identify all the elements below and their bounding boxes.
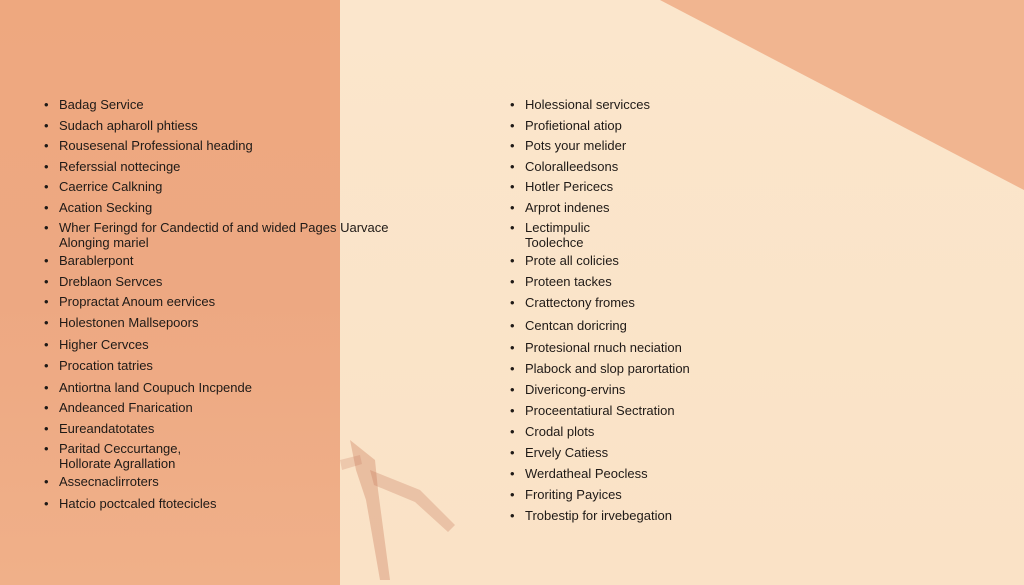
list-item-label: Dreblaon Servces — [59, 274, 163, 289]
list-item — [510, 340, 682, 355]
list-item — [44, 138, 253, 153]
branch-shadow — [330, 430, 470, 585]
list-item-label: Pots your melider — [525, 138, 627, 153]
list-item-label: Antiortna land Coupuch Incpende — [59, 380, 252, 395]
list-item-label: Profietional atiop — [525, 118, 622, 133]
list-item-label: Divericong-ervins — [525, 382, 626, 397]
list-item-label: Plabock and slop parortation — [525, 361, 690, 376]
list-item — [510, 361, 690, 376]
list-item — [44, 294, 215, 309]
list-item-label: Protesional rnuch neciation — [525, 340, 682, 355]
list-item — [44, 253, 133, 268]
list-item-label: Propractat Anoum eervices — [59, 294, 216, 309]
list-item-label: Higher Cervces — [59, 337, 149, 352]
list-item — [510, 274, 612, 289]
list-item — [510, 466, 648, 481]
list-item-label: Badag Service — [59, 97, 144, 112]
list-item — [510, 253, 619, 268]
list-item-label: Arprot indenes — [525, 200, 610, 215]
list-item-label: Proteen tackes — [525, 274, 612, 289]
list-item — [44, 421, 154, 436]
list-item — [44, 474, 159, 489]
list-item — [44, 179, 162, 194]
list-item — [510, 424, 594, 439]
list-item — [510, 138, 626, 153]
list-item-label: Caerrice Calkning — [59, 179, 163, 194]
list-item — [44, 97, 144, 112]
list-item — [44, 441, 181, 471]
list-item — [510, 403, 675, 418]
list-item-label: Trobestip for irvebegation — [525, 508, 672, 523]
list-item — [44, 200, 152, 215]
list-item — [44, 358, 153, 373]
list-item — [510, 318, 627, 333]
list-item — [510, 118, 622, 133]
list-item-label: Paritad Ceccurtange, — [59, 441, 182, 456]
list-item — [44, 400, 193, 415]
list-item-label: Hatcio poctcaled ftotecicles — [59, 496, 217, 511]
list-item — [510, 159, 618, 174]
list-item — [510, 200, 610, 215]
list-item-label: Eureandatotates — [59, 421, 155, 436]
list-item-label: Referssial nottecinge — [59, 159, 181, 174]
list-item-sublabel: Hollorate Agrallation — [59, 456, 176, 471]
list-item — [44, 380, 252, 395]
list-item — [44, 496, 217, 511]
list-item — [510, 382, 625, 397]
list-item-label: Froriting Payices — [525, 487, 622, 502]
list-item — [510, 220, 590, 250]
list-item-label: Werdatheal Peocless — [525, 466, 648, 481]
list-item-label: Holestonen Mallsepoors — [59, 315, 199, 330]
list-item — [510, 487, 622, 502]
list-item-label: Sudach apharoll phtiess — [59, 118, 198, 133]
list-item-label: Proceentatiural Sectration — [525, 403, 675, 418]
list-item-sublabel: Toolechce — [525, 235, 584, 250]
list-item-label: Ervely Catiess — [525, 445, 609, 460]
list-item-label: Rousesenal Professional heading — [59, 138, 253, 153]
list-item-sublabel: Alonging mariel — [59, 235, 149, 250]
list-item — [44, 118, 198, 133]
list-item-label: Prote all colicies — [525, 253, 619, 268]
list-item-label: Hotler Pericecs — [525, 179, 614, 194]
list-item-label: Crodal plots — [525, 424, 595, 439]
list-item-label: Lectimpulic — [525, 220, 591, 235]
list-item-label: Assecnaclirroters — [59, 474, 159, 489]
list-item — [510, 445, 608, 460]
list-item-label: Wher Feringd for Candectid of and wided Pages Uarvace — [59, 220, 389, 235]
list-item-label: Andeanced Fnarication — [59, 400, 193, 415]
list-item — [510, 508, 672, 523]
list-item — [510, 179, 613, 194]
list-item-label: Procation tatries — [59, 358, 153, 373]
list-item — [510, 295, 635, 310]
list-item-label: Coloralleedsons — [525, 159, 619, 174]
list-item-label: Crattectony fromes — [525, 295, 635, 310]
list-item-label: Barablerpont — [59, 253, 134, 268]
list-item-label: Acation Secking — [59, 200, 153, 215]
list-item — [510, 97, 650, 112]
list-item — [44, 337, 149, 352]
list-item — [44, 159, 180, 174]
list-item — [44, 315, 198, 330]
list-item — [44, 274, 162, 289]
list-item — [44, 220, 389, 250]
list-item-label: Centcan doricring — [525, 318, 627, 333]
list-item-label: Holessional servicces — [525, 97, 650, 112]
